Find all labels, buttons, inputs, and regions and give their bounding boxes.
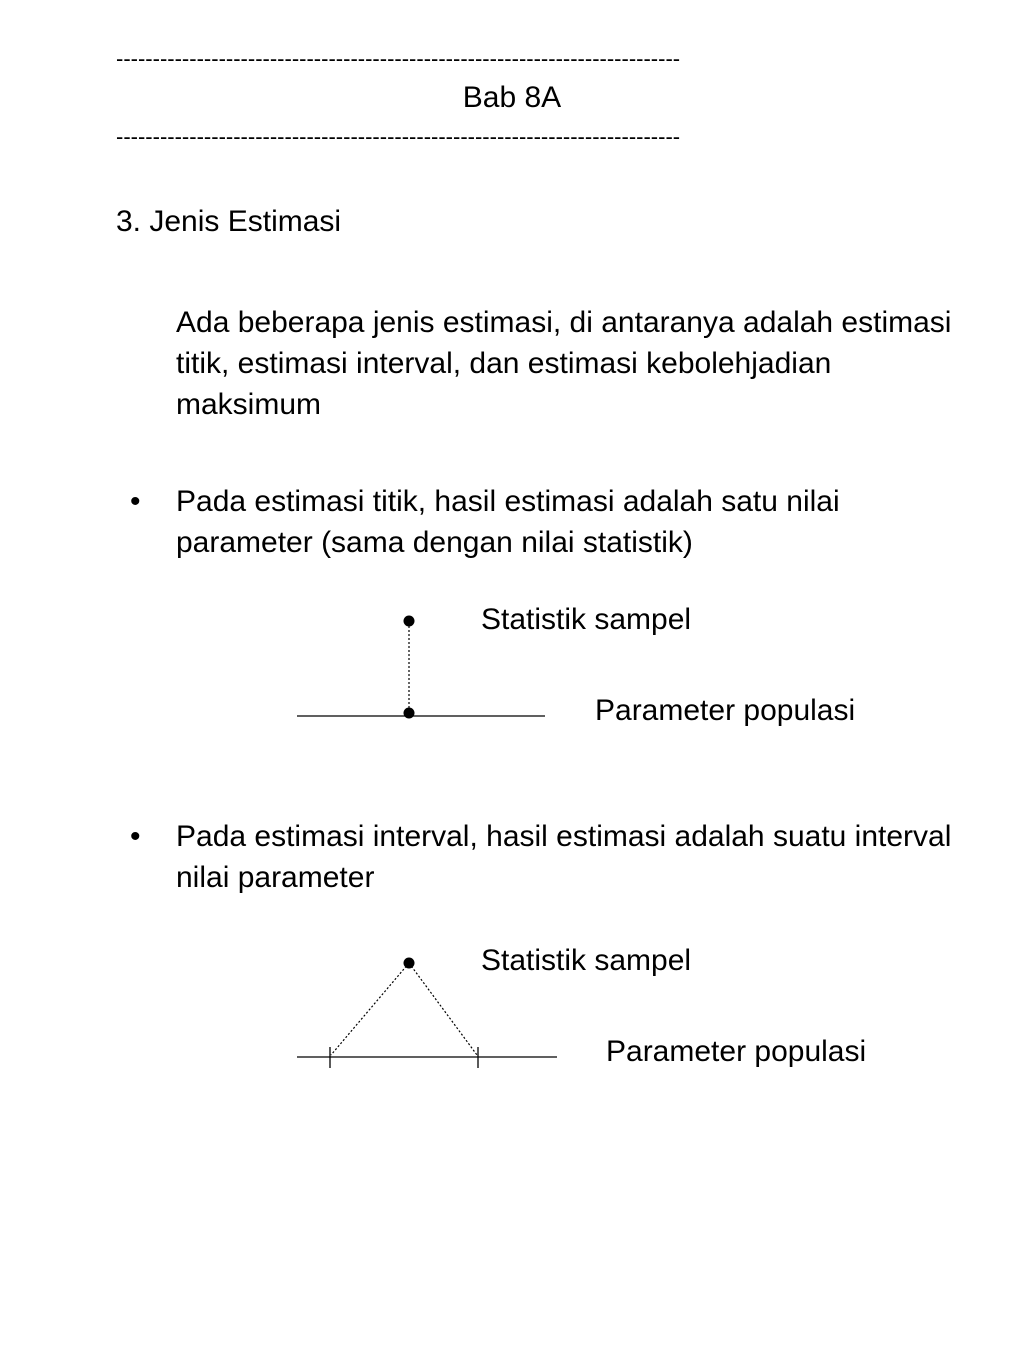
bullet-interval-estimation: Pada estimasi interval, hasil estimasi adalah suatu interval nilai parameter [176,820,952,894]
point-population-label: Parameter populasi [595,694,856,727]
header-rule-top: ----------------------------------------------------------------------------- [116,46,681,71]
chapter-title: Bab 8A [462,81,562,114]
bullet-point-estimation: Pada estimasi titik, hasil estimasi adalah satu nilai parameter (sama dengan nilai statistik) [176,485,840,559]
interval-population-label: Parameter populasi [606,1035,867,1068]
section-heading: 3. Jenis Estimasi [116,205,342,238]
dotted-connector-left [331,963,409,1055]
sample-statistic-dot [404,958,415,969]
point-sample-label: Statistik sampel [481,603,692,636]
intro-paragraph: Ada beberapa jenis estimasi, di antaranya adalah estimasi titik, estimasi interval, dan estimasi kebolehjadian maksimum [176,306,952,421]
interval-sample-label: Statistik sampel [481,944,692,977]
header-rule-bottom: ----------------------------------------------------------------------------- [116,124,681,149]
dotted-connector-right [409,963,477,1055]
bullet-symbol: • [130,820,141,853]
bullet-symbol: • [130,485,141,518]
